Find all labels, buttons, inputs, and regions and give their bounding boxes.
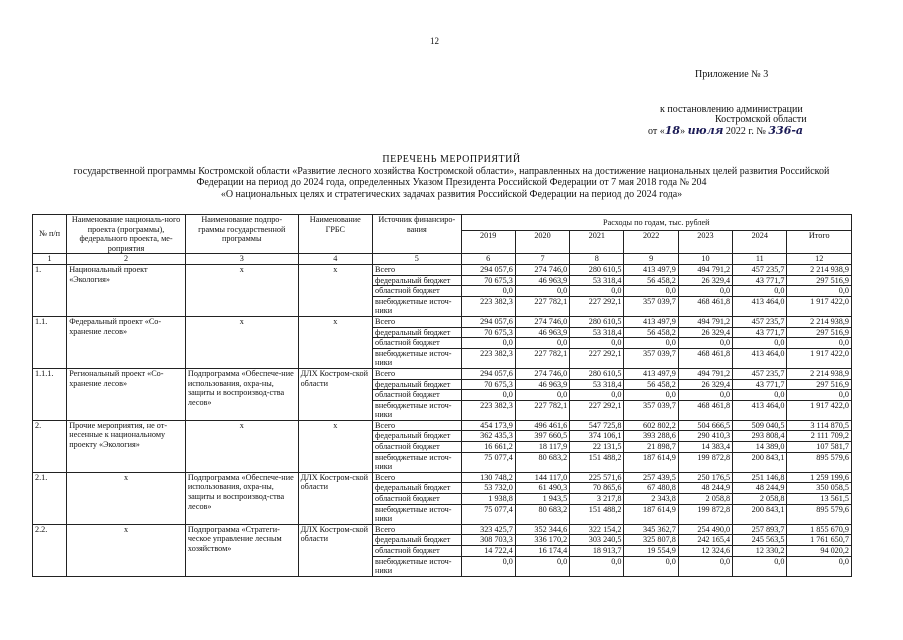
item-project-name: Региональный проект «Со-хранение лесов» [67, 368, 186, 420]
year-value: 468 461,8 [678, 296, 732, 316]
year-value: 12 330,2 [733, 546, 787, 557]
funding-source: внебюджетные источ-ники [373, 296, 462, 316]
item-project-name: Национальный проект «Экология» [67, 264, 186, 316]
total-value: 1 259 199,6 [787, 472, 852, 483]
year-value: 53 318,4 [570, 327, 624, 338]
year-value: 0,0 [624, 338, 678, 349]
funding-source: областной бюджет [373, 390, 462, 401]
year-value: 0,0 [624, 286, 678, 297]
year-value: 48 244,9 [678, 483, 732, 494]
year-value: 46 963,9 [515, 327, 569, 338]
year-value: 0,0 [733, 556, 787, 576]
year-value: 18 117,9 [515, 442, 569, 453]
year-value: 61 490,3 [515, 483, 569, 494]
table-row [33, 368, 852, 379]
column-number-row [33, 254, 852, 265]
funding-source: федеральный бюджет [373, 327, 462, 338]
funding-source: Всего [373, 264, 462, 275]
year-value: 227 292,1 [570, 296, 624, 316]
header-year: 2022 [624, 231, 678, 254]
item-grbs: ДЛХ Костром-ской области [298, 368, 372, 420]
table-row [33, 524, 852, 535]
funding-source: Всего [373, 368, 462, 379]
year-value: 80 683,2 [515, 452, 569, 472]
item-number: 1.1. [33, 316, 67, 368]
year-value: 43 771,7 [733, 379, 787, 390]
item-number: 2. [33, 420, 67, 472]
total-value: 1 917 422,0 [787, 348, 852, 368]
year-value: 56 458,2 [624, 327, 678, 338]
total-value: 2 214 938,9 [787, 316, 852, 327]
item-number: 2.1. [33, 472, 67, 524]
year-value: 322 154,2 [570, 524, 624, 535]
year-value: 345 362,7 [624, 524, 678, 535]
year-value: 250 176,5 [678, 472, 732, 483]
total-value: 107 581,7 [787, 442, 852, 453]
header-expenses: Расходы по годам, тыс. рублей [461, 215, 851, 231]
measures-table [32, 214, 852, 577]
year-value: 294 057,6 [461, 264, 515, 275]
year-value: 14 383,4 [678, 442, 732, 453]
document-title [0, 154, 903, 200]
table-row [33, 472, 852, 483]
header-grbs: Наименование ГРБС [298, 215, 372, 254]
title-line-3: Федерации на период до 2024 года, определенных Указом Президента Российской Федерации от 7 мая 2018 года № 204 [196, 177, 707, 188]
year-value: 0,0 [570, 556, 624, 576]
year-value: 16 661,2 [461, 442, 515, 453]
item-number: 1. [33, 264, 67, 316]
year-value: 14 722,4 [461, 546, 515, 557]
year-value: 413 464,0 [733, 348, 787, 368]
year-value: 0,0 [461, 556, 515, 576]
header-project: Наименование националь-ного проекта (программы), федерального проекта, ме-роприятия [67, 215, 186, 254]
year-value: 225 571,6 [570, 472, 624, 483]
total-value: 2 214 938,9 [787, 264, 852, 275]
year-value: 0,0 [624, 556, 678, 576]
year-value: 227 292,1 [570, 348, 624, 368]
year-value: 274 746,0 [515, 316, 569, 327]
item-grbs: х [298, 316, 372, 368]
year-value: 494 791,2 [678, 368, 732, 379]
year-value: 18 913,7 [570, 546, 624, 557]
item-project-name: Прочие мероприятия, не от-несенные к национальному проекту «Экология» [67, 420, 186, 472]
column-number: 7 [515, 254, 569, 265]
item-subprogram: х [185, 264, 298, 316]
funding-source: внебюджетные источ-ники [373, 452, 462, 472]
column-number: 11 [733, 254, 787, 265]
header-year: 2024 [733, 231, 787, 254]
year-value: 494 791,2 [678, 264, 732, 275]
year-value: 0,0 [678, 286, 732, 297]
funding-source: федеральный бюджет [373, 431, 462, 442]
item-grbs: ДЛХ Костром-ской области [298, 524, 372, 576]
funding-source: областной бюджет [373, 546, 462, 557]
year-value: 0,0 [678, 556, 732, 576]
total-value: 1 917 422,0 [787, 296, 852, 316]
year-value: 2 343,8 [624, 494, 678, 505]
year-value: 0,0 [733, 390, 787, 401]
total-value: 895 579,6 [787, 504, 852, 524]
funding-source: Всего [373, 524, 462, 535]
year-value: 53 318,4 [570, 379, 624, 390]
appendix-decree-line: к постановлению администрации [660, 104, 803, 115]
year-value: 26 329,4 [678, 379, 732, 390]
total-value: 1 761 650,7 [787, 535, 852, 546]
item-subprogram: Подпрограмма «Обеспече-ние использования, охра-ны, защиты и воспроизвод-ства лесов» [185, 368, 298, 420]
header-source: Источник финансиро-вания [373, 215, 462, 254]
year-value: 1 943,5 [515, 494, 569, 505]
column-number: 6 [461, 254, 515, 265]
appendix-block [648, 69, 807, 137]
year-value: 280 610,5 [570, 316, 624, 327]
header-num: № п/п [33, 215, 67, 254]
year-value: 144 117,0 [515, 472, 569, 483]
year-value: 509 040,5 [733, 420, 787, 431]
column-number: 10 [678, 254, 732, 265]
total-value: 1 917 422,0 [787, 400, 852, 420]
year-value: 2 058,8 [733, 494, 787, 505]
year-value: 3 217,8 [570, 494, 624, 505]
year-value: 454 173,9 [461, 420, 515, 431]
header-year: 2019 [461, 231, 515, 254]
item-subprogram: х [185, 316, 298, 368]
year-value: 413 464,0 [733, 400, 787, 420]
item-number: 2.2. [33, 524, 67, 576]
year-value: 0,0 [515, 338, 569, 349]
year-value: 26 329,4 [678, 275, 732, 286]
year-value: 357 039,7 [624, 348, 678, 368]
year-value: 468 461,8 [678, 400, 732, 420]
year-value: 457 235,7 [733, 368, 787, 379]
year-value: 46 963,9 [515, 275, 569, 286]
funding-source: Всего [373, 420, 462, 431]
total-value: 2 111 709,2 [787, 431, 852, 442]
year-value: 199 872,8 [678, 504, 732, 524]
year-value: 0,0 [461, 286, 515, 297]
header-row-1 [33, 215, 852, 231]
year-value: 200 843,1 [733, 452, 787, 472]
total-value: 895 579,6 [787, 452, 852, 472]
year-value: 457 235,7 [733, 264, 787, 275]
total-value: 0,0 [787, 338, 852, 349]
total-value: 2 214 938,9 [787, 368, 852, 379]
year-value: 26 329,4 [678, 327, 732, 338]
column-number: 4 [298, 254, 372, 265]
year-value: 1 938,8 [461, 494, 515, 505]
year-value: 294 057,6 [461, 368, 515, 379]
year-value: 0,0 [570, 390, 624, 401]
year-value: 227 782,1 [515, 348, 569, 368]
funding-source: областной бюджет [373, 494, 462, 505]
year-value: 602 802,2 [624, 420, 678, 431]
item-grbs: х [298, 264, 372, 316]
item-project-name: Федеральный проект «Со-хранение лесов» [67, 316, 186, 368]
year-value: 70 675,3 [461, 379, 515, 390]
year-value: 0,0 [461, 338, 515, 349]
date-mid2: 2022 г. № [723, 126, 769, 137]
year-value: 0,0 [461, 390, 515, 401]
year-value: 151 488,2 [570, 504, 624, 524]
year-value: 0,0 [678, 338, 732, 349]
year-value: 16 174,4 [515, 546, 569, 557]
total-value: 0,0 [787, 556, 852, 576]
year-value: 0,0 [570, 338, 624, 349]
year-value: 352 344,6 [515, 524, 569, 535]
year-value: 223 382,3 [461, 296, 515, 316]
funding-source: областной бюджет [373, 338, 462, 349]
column-number: 1 [33, 254, 67, 265]
year-value: 303 240,5 [570, 535, 624, 546]
total-value: 94 020,2 [787, 546, 852, 557]
year-value: 468 461,8 [678, 348, 732, 368]
funding-source: Всего [373, 316, 462, 327]
year-value: 187 614,9 [624, 504, 678, 524]
year-value: 2 058,8 [678, 494, 732, 505]
funding-source: Всего [373, 472, 462, 483]
column-number: 2 [67, 254, 186, 265]
year-value: 397 660,5 [515, 431, 569, 442]
funding-source: внебюджетные источ-ники [373, 348, 462, 368]
year-value: 374 106,1 [570, 431, 624, 442]
year-value: 70 675,3 [461, 327, 515, 338]
date-month-handwritten: июля [687, 124, 724, 137]
total-value: 297 516,9 [787, 327, 852, 338]
funding-source: федеральный бюджет [373, 483, 462, 494]
table-row [33, 264, 852, 275]
title-heading: ПЕРЕЧЕНЬ МЕРОПРИЯТИЙ [382, 154, 521, 165]
funding-source: федеральный бюджет [373, 379, 462, 390]
year-value: 0,0 [515, 390, 569, 401]
appendix-region-line: Костромской области [715, 114, 807, 125]
year-value: 130 748,2 [461, 472, 515, 483]
item-subprogram: Подпрограмма «Стратеги-ческое управление лесным хозяйством» [185, 524, 298, 576]
funding-source: внебюджетные источ-ники [373, 556, 462, 576]
year-value: 357 039,7 [624, 400, 678, 420]
header-total: Итого [787, 231, 852, 254]
item-subprogram: Подпрограмма «Обеспече-ние использования, охра-ны, защиты и воспроизвод-ства лесов» [185, 472, 298, 524]
year-value: 199 872,8 [678, 452, 732, 472]
year-value: 257 893,7 [733, 524, 787, 535]
header-subprogram: Наименование подпро-граммы государственной программы [185, 215, 298, 254]
year-value: 227 782,1 [515, 296, 569, 316]
year-value: 323 425,7 [461, 524, 515, 535]
year-value: 504 666,5 [678, 420, 732, 431]
year-value: 254 490,0 [678, 524, 732, 535]
date-mid1: » [680, 126, 688, 137]
year-value: 413 497,9 [624, 368, 678, 379]
page-number: 12 [430, 36, 439, 46]
year-value: 43 771,7 [733, 327, 787, 338]
year-value: 280 610,5 [570, 264, 624, 275]
year-value: 547 725,8 [570, 420, 624, 431]
year-value: 362 435,3 [461, 431, 515, 442]
year-value: 413 497,9 [624, 264, 678, 275]
title-line-2: государственной программы Костромской области «Развитие лесного хозяйства Костромской области», направленных на достижение национальных целей развития Российской [73, 165, 830, 177]
year-value: 43 771,7 [733, 275, 787, 286]
year-value: 0,0 [733, 286, 787, 297]
year-value: 21 898,7 [624, 442, 678, 453]
year-value: 251 146,8 [733, 472, 787, 483]
year-value: 19 554,9 [624, 546, 678, 557]
total-value: 0,0 [787, 286, 852, 297]
year-value: 223 382,3 [461, 400, 515, 420]
item-subprogram: х [185, 420, 298, 472]
total-value: 3 114 870,5 [787, 420, 852, 431]
total-value: 350 058,5 [787, 483, 852, 494]
year-value: 14 389,0 [733, 442, 787, 453]
column-number: 5 [373, 254, 462, 265]
column-number: 12 [787, 254, 852, 265]
year-value: 257 439,5 [624, 472, 678, 483]
year-value: 200 843,1 [733, 504, 787, 524]
year-value: 80 683,2 [515, 504, 569, 524]
year-value: 70 675,3 [461, 275, 515, 286]
year-value: 496 461,6 [515, 420, 569, 431]
year-value: 53 318,4 [570, 275, 624, 286]
year-value: 457 235,7 [733, 316, 787, 327]
year-value: 56 458,2 [624, 379, 678, 390]
title-line-4: «О национальных целях и стратегических задачах развития Российской Федерации на период до 2024 года» [220, 188, 683, 200]
column-number: 9 [624, 254, 678, 265]
funding-source: федеральный бюджет [373, 535, 462, 546]
item-number: 1.1.1. [33, 368, 67, 420]
header-year: 2021 [570, 231, 624, 254]
year-value: 53 732,0 [461, 483, 515, 494]
year-value: 274 746,0 [515, 368, 569, 379]
year-value: 0,0 [624, 390, 678, 401]
year-value: 280 610,5 [570, 368, 624, 379]
year-value: 413 464,0 [733, 296, 787, 316]
year-value: 290 410,3 [678, 431, 732, 442]
year-value: 0,0 [570, 286, 624, 297]
total-value: 1 855 670,9 [787, 524, 852, 535]
column-number: 3 [185, 254, 298, 265]
year-value: 494 791,2 [678, 316, 732, 327]
table-row [33, 316, 852, 327]
funding-source: внебюджетные источ-ники [373, 400, 462, 420]
funding-source: областной бюджет [373, 286, 462, 297]
date-prefix: от « [648, 126, 665, 137]
year-value: 75 077,4 [461, 504, 515, 524]
year-value: 393 288,6 [624, 431, 678, 442]
funding-source: федеральный бюджет [373, 275, 462, 286]
total-value: 297 516,9 [787, 275, 852, 286]
year-value: 413 497,9 [624, 316, 678, 327]
year-value: 75 077,4 [461, 452, 515, 472]
date-number-handwritten: 336-а [768, 124, 804, 137]
funding-source: областной бюджет [373, 442, 462, 453]
year-value: 325 807,8 [624, 535, 678, 546]
year-value: 227 782,1 [515, 400, 569, 420]
appendix-date-line [648, 125, 807, 137]
header-year: 2020 [515, 231, 569, 254]
funding-source: внебюджетные источ-ники [373, 504, 462, 524]
year-value: 245 563,5 [733, 535, 787, 546]
item-project-name: х [67, 472, 186, 524]
year-value: 22 131,5 [570, 442, 624, 453]
year-value: 223 382,3 [461, 348, 515, 368]
year-value: 293 808,4 [733, 431, 787, 442]
year-value: 294 057,6 [461, 316, 515, 327]
year-value: 274 746,0 [515, 264, 569, 275]
year-value: 336 170,2 [515, 535, 569, 546]
year-value: 242 165,4 [678, 535, 732, 546]
date-day-handwritten: 18 [664, 124, 681, 137]
total-value: 297 516,9 [787, 379, 852, 390]
appendix-title: Приложение № 3 [695, 69, 769, 80]
total-value: 0,0 [787, 390, 852, 401]
column-number: 8 [570, 254, 624, 265]
year-value: 46 963,9 [515, 379, 569, 390]
year-value: 12 324,6 [678, 546, 732, 557]
total-value: 13 561,5 [787, 494, 852, 505]
year-value: 0,0 [733, 338, 787, 349]
item-grbs: ДЛХ Костром-ской области [298, 472, 372, 524]
year-value: 0,0 [515, 286, 569, 297]
year-value: 187 614,9 [624, 452, 678, 472]
year-value: 357 039,7 [624, 296, 678, 316]
item-project-name: х [67, 524, 186, 576]
year-value: 70 865,6 [570, 483, 624, 494]
year-value: 308 703,3 [461, 535, 515, 546]
year-value: 56 458,2 [624, 275, 678, 286]
item-grbs: х [298, 420, 372, 472]
year-value: 0,0 [515, 556, 569, 576]
year-value: 0,0 [678, 390, 732, 401]
year-value: 227 292,1 [570, 400, 624, 420]
year-value: 48 244,9 [733, 483, 787, 494]
year-value: 151 488,2 [570, 452, 624, 472]
year-value: 67 480,8 [624, 483, 678, 494]
header-year: 2023 [678, 231, 732, 254]
table-row [33, 420, 852, 431]
